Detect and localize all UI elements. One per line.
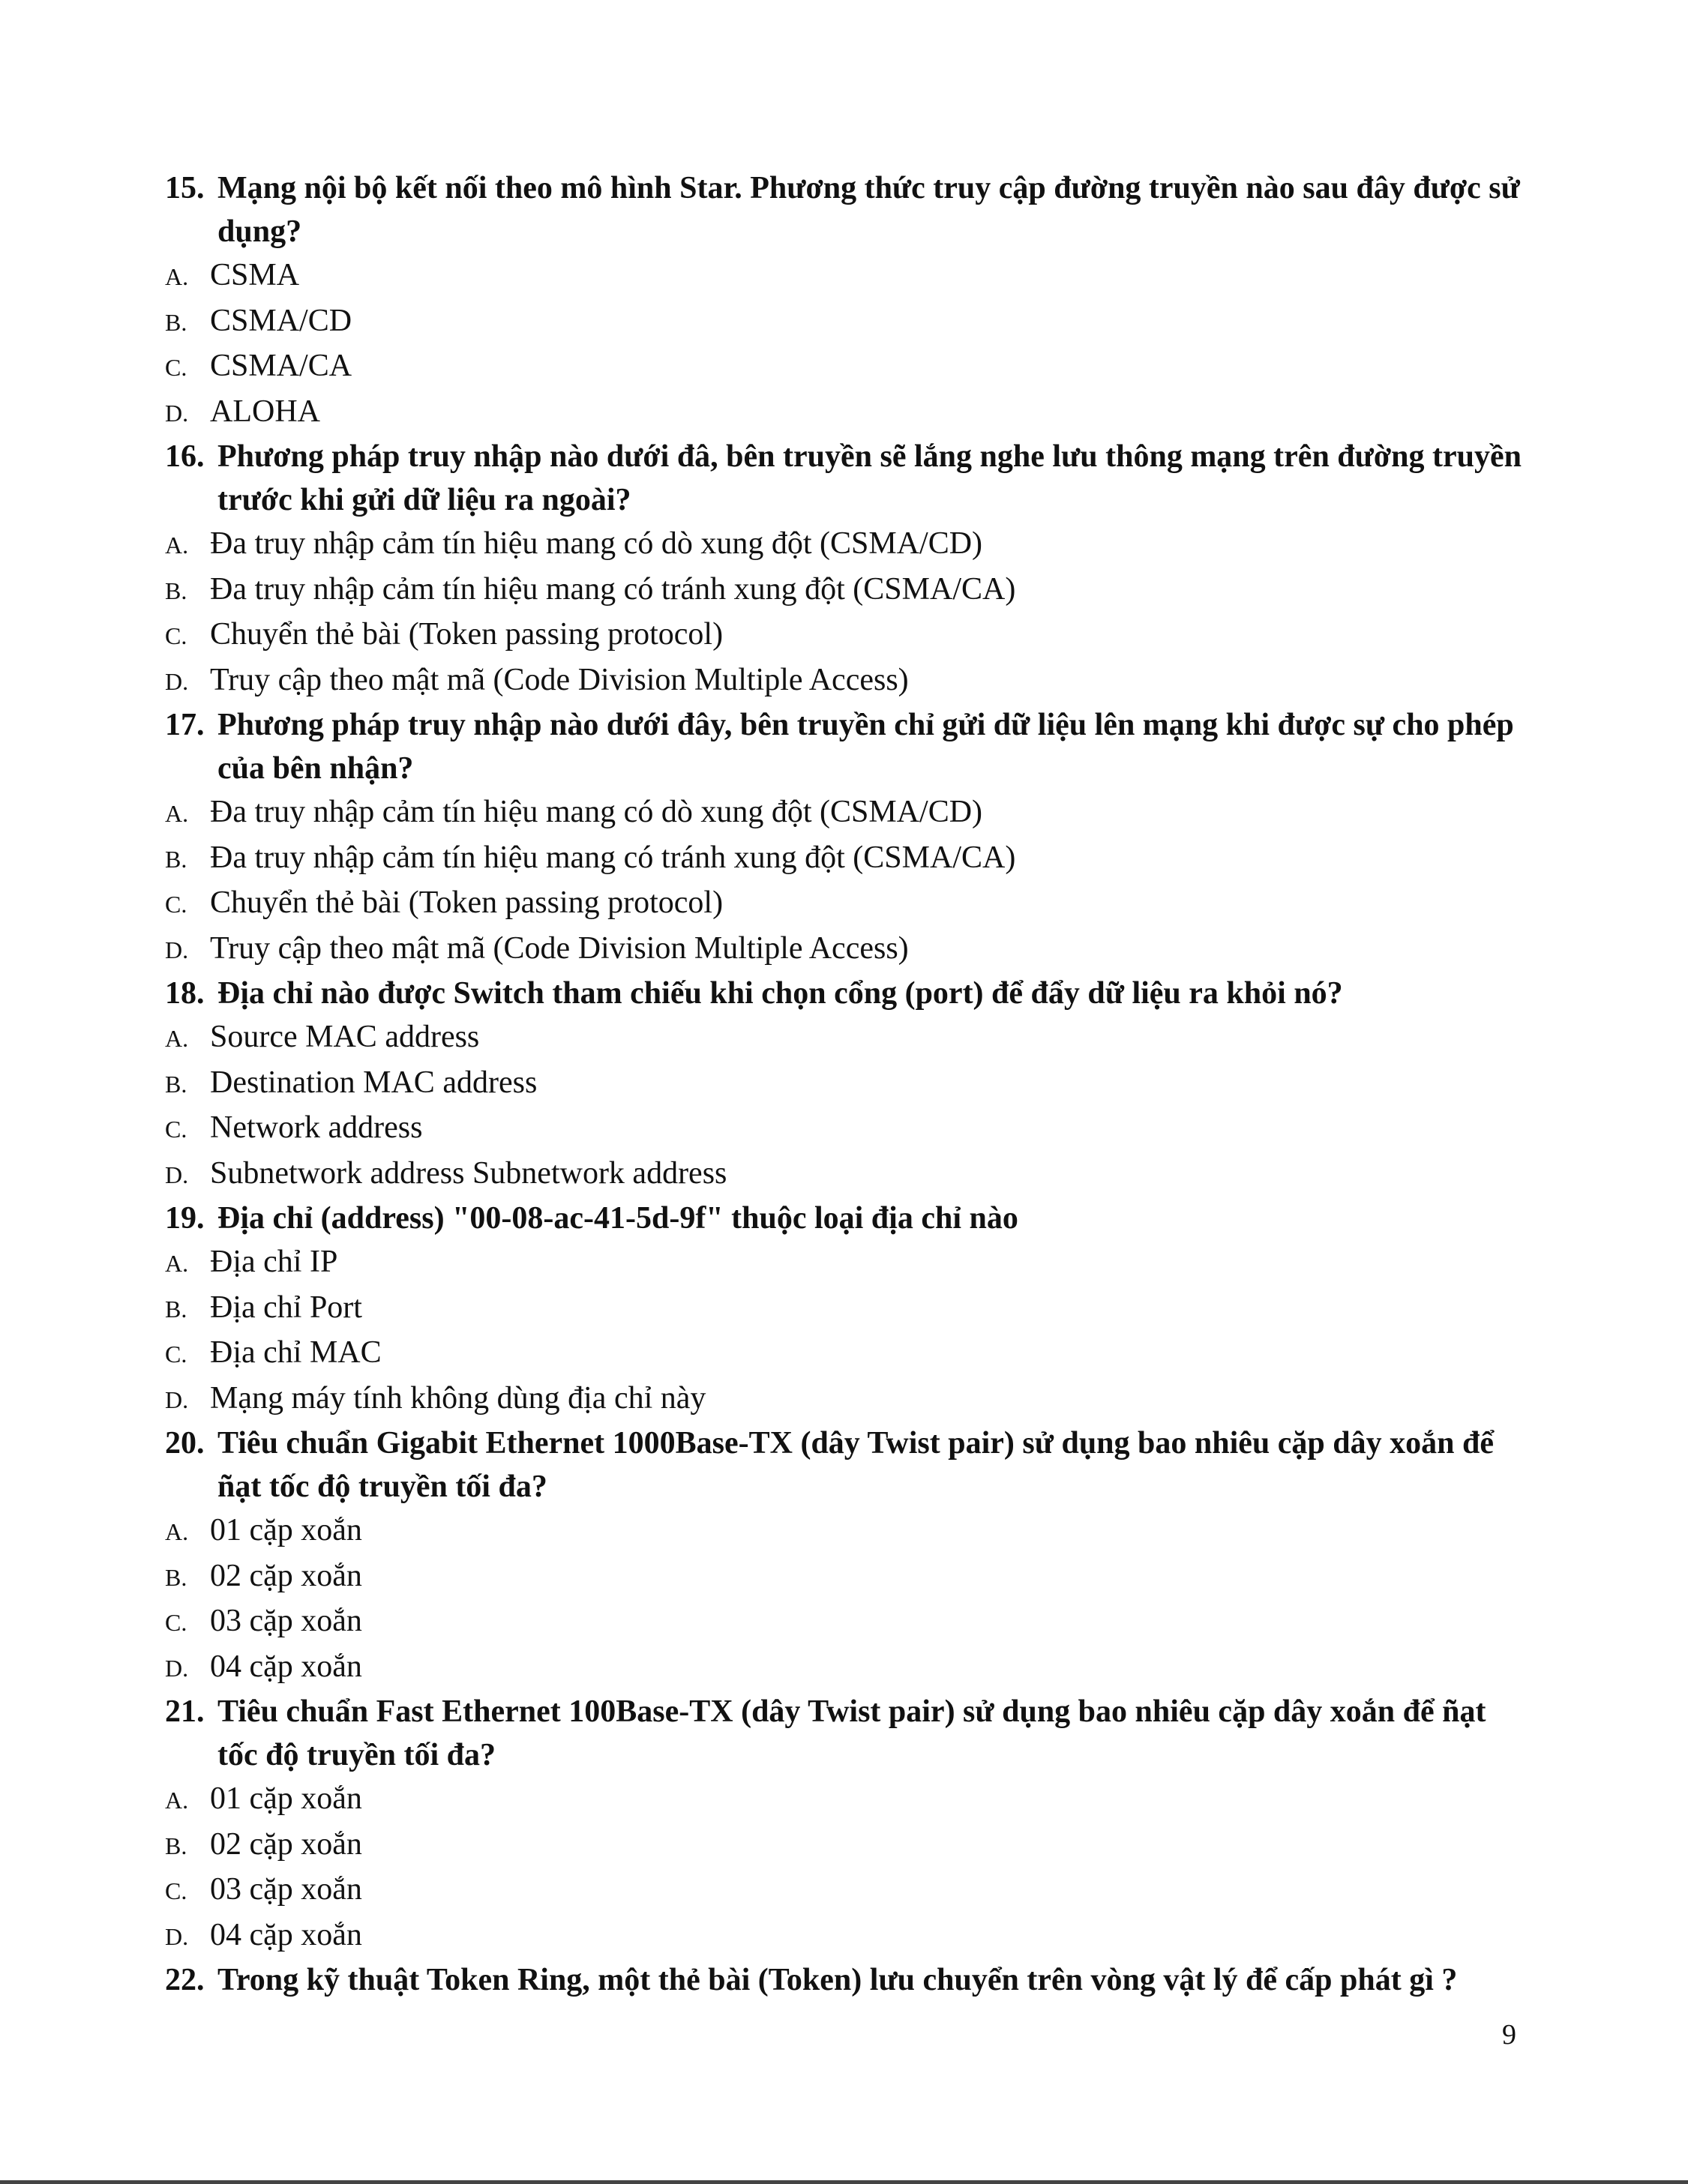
answer-option (165, 1823, 1530, 1868)
page-number: 9 (1502, 2019, 1516, 2051)
answer-option (165, 1061, 1530, 1107)
option-text: Network address (210, 1110, 423, 1145)
option-letter: A. (165, 532, 189, 559)
answer-option (165, 613, 1530, 658)
answer-options (165, 1240, 1530, 1422)
answer-option (165, 1554, 1530, 1600)
question-text (165, 1422, 1530, 1508)
answer-option (165, 390, 1530, 436)
option-letter: B. (165, 1295, 187, 1323)
option-text: CSMA/CA (210, 349, 352, 383)
option-letter: C. (165, 1116, 187, 1143)
answer-option (165, 1868, 1530, 1913)
option-text: Destination MAC address (210, 1065, 538, 1100)
option-letter: A. (165, 800, 189, 827)
answer-option (165, 1508, 1530, 1554)
answer-option (165, 1152, 1530, 1197)
question-block (165, 1958, 1530, 2002)
option-text: Mạng máy tính không dùng địa chỉ này (210, 1380, 706, 1416)
option-letter: C. (165, 354, 187, 381)
option-letter: D. (165, 1161, 189, 1188)
question-block (165, 1690, 1530, 1958)
question-stem: Tiêu chuẩn Gigabit Ethernet 1000Base-TX (dây Twist pair) sử dụng bao nhiêu cặp dây xoắn để ñạt tốc độ truyền tối đa? (217, 1426, 1495, 1504)
answer-option (165, 1377, 1530, 1422)
answer-options (165, 1777, 1530, 1958)
question-block (165, 1197, 1530, 1422)
option-text: Truy cập theo mật mã (Code Division Multiple Access) (210, 930, 909, 966)
question-text (165, 703, 1530, 790)
option-letter: C. (165, 622, 187, 649)
question-text (165, 1690, 1530, 1777)
question-stem: Phương pháp truy nhập nào dưới đâ, bên truyền sẽ lắng nghe lưu thông mạng trên đường truyền trước khi gửi dữ liệu ra ngoài? (217, 439, 1522, 517)
question-text (165, 1197, 1530, 1240)
answer-options (165, 790, 1530, 972)
option-letter: B. (165, 577, 187, 604)
answer-option (165, 1331, 1530, 1377)
option-letter: B. (165, 1563, 187, 1591)
option-letter: C. (165, 1341, 187, 1368)
option-text: 04 cặp xoắn (210, 1917, 362, 1952)
question-text (165, 972, 1530, 1015)
answer-option (165, 1015, 1530, 1061)
option-letter: D. (165, 936, 189, 963)
question-stem: Mạng nội bộ kết nối theo mô hình Star. Phương thức truy cập đường truyền nào sau đây được sử dụng? (217, 171, 1520, 249)
question-number: 17. (165, 708, 205, 742)
option-text: Địa chỉ MAC (210, 1335, 382, 1370)
question-number: 15. (165, 171, 205, 205)
question-stem: Địa chỉ (address) "00-08-ac-41-5d-9f" thuộc loại địa chỉ nào (217, 1201, 1018, 1236)
answer-option (165, 1286, 1530, 1332)
option-text: 04 cặp xoắn (210, 1649, 362, 1684)
answer-option (165, 836, 1530, 882)
option-text: Địa chỉ Port (210, 1290, 362, 1325)
option-letter: C. (165, 891, 187, 918)
option-text: 02 cặp xoắn (210, 1826, 362, 1862)
option-text: Chuyển thẻ bài (Token passing protocol) (210, 885, 724, 920)
option-text: Chuyển thẻ bài (Token passing protocol) (210, 617, 724, 652)
option-letter: B. (165, 1070, 187, 1098)
question-text (165, 435, 1530, 522)
answer-option (165, 1599, 1530, 1645)
option-letter: A. (165, 1025, 189, 1052)
document-page (165, 166, 1530, 2002)
answer-option (165, 299, 1530, 345)
question-number: 21. (165, 1694, 205, 1729)
option-text: CSMA (210, 258, 300, 292)
option-text: 01 cặp xoắn (210, 1781, 362, 1816)
question-number: 18. (165, 976, 205, 1011)
option-text: 03 cặp xoắn (210, 1872, 362, 1907)
option-text: CSMA/CD (210, 303, 352, 338)
answer-option (165, 522, 1530, 568)
answer-option (165, 568, 1530, 613)
question-number: 19. (165, 1201, 205, 1236)
option-letter: A. (165, 263, 189, 290)
answer-option (165, 658, 1530, 704)
question-block (165, 972, 1530, 1197)
option-letter: B. (165, 308, 187, 336)
answer-option (165, 253, 1530, 299)
answer-options (165, 1508, 1530, 1690)
option-text: Đa truy nhập cảm tín hiệu mang có tránh xung đột (CSMA/CA) (210, 840, 1016, 875)
option-text: Đa truy nhập cảm tín hiệu mang có dò xung đột (CSMA/CD) (210, 526, 983, 561)
option-letter: A. (165, 1787, 189, 1814)
option-letter: D. (165, 1922, 189, 1950)
answer-option (165, 1240, 1530, 1286)
option-text: Đa truy nhập cảm tín hiệu mang có tránh xung đột (CSMA/CA) (210, 571, 1016, 607)
option-text: Đa truy nhập cảm tín hiệu mang có dò xung đột (CSMA/CD) (210, 795, 983, 829)
option-text: Truy cập theo mật mã (Code Division Multiple Access) (210, 662, 909, 697)
answer-option (165, 881, 1530, 927)
option-letter: D. (165, 667, 189, 695)
answer-option (165, 344, 1530, 390)
option-letter: A. (165, 1250, 189, 1277)
option-letter: B. (165, 1832, 187, 1859)
bottom-divider (0, 2180, 1688, 2184)
option-text: Source MAC address (210, 1020, 480, 1054)
question-stem: Tiêu chuẩn Fast Ethernet 100Base-TX (dây Twist pair) sử dụng bao nhiêu cặp dây xoắn để ñạt tốc độ truyền tối đa? (217, 1694, 1486, 1772)
question-stem: Phương pháp truy nhập nào dưới đây, bên truyền chỉ gửi dữ liệu lên mạng khi được sự cho phép của bên nhận? (217, 708, 1514, 786)
option-text: 01 cặp xoắn (210, 1513, 362, 1547)
option-text: ALOHA (210, 394, 320, 429)
answer-option (165, 1106, 1530, 1152)
question-number: 16. (165, 439, 205, 474)
question-number: 22. (165, 1963, 205, 1997)
answer-option (165, 927, 1530, 972)
question-block (165, 1422, 1530, 1690)
answer-option (165, 790, 1530, 836)
answer-option (165, 1645, 1530, 1691)
answer-options (165, 522, 1530, 703)
option-letter: A. (165, 1518, 189, 1545)
question-text (165, 166, 1530, 253)
option-text: 03 cặp xoắn (210, 1604, 362, 1638)
option-text: Subnetwork address Subnetwork address (210, 1155, 727, 1191)
option-letter: B. (165, 845, 187, 873)
answer-options (165, 253, 1530, 435)
option-letter: C. (165, 1877, 187, 1904)
answer-option (165, 1913, 1530, 1959)
answer-option (165, 1777, 1530, 1823)
option-letter: D. (165, 1654, 189, 1682)
question-stem: Trong kỹ thuật Token Ring, một thẻ bài (Token) lưu chuyển trên vòng vật lý để cấp phát gì ? (217, 1963, 1458, 1997)
question-number: 20. (165, 1426, 205, 1460)
question-block (165, 703, 1530, 972)
answer-options (165, 1015, 1530, 1197)
option-text: Địa chỉ IP (210, 1245, 338, 1279)
option-letter: D. (165, 399, 189, 427)
question-stem: Địa chỉ nào được Switch tham chiếu khi chọn cổng (port) để đẩy dữ liệu ra khỏi nó? (217, 976, 1343, 1011)
option-letter: C. (165, 1609, 187, 1636)
question-text (165, 1958, 1530, 2002)
question-block (165, 166, 1530, 435)
option-text: 02 cặp xoắn (210, 1558, 362, 1593)
question-block (165, 435, 1530, 703)
option-letter: D. (165, 1386, 189, 1413)
